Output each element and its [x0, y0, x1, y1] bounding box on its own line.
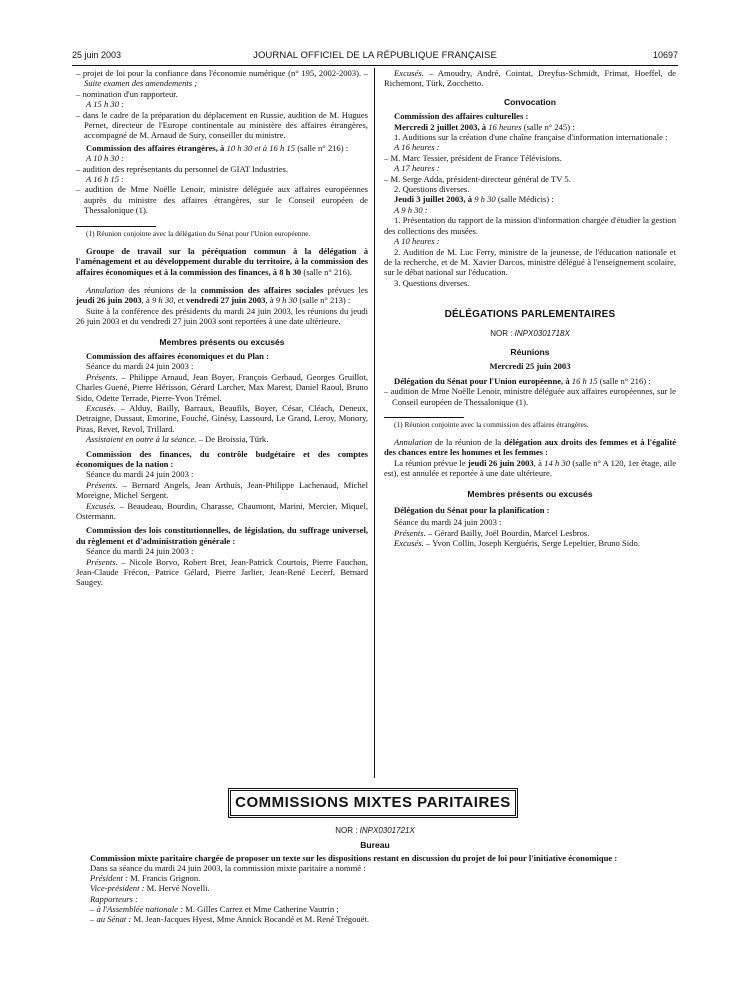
meeting-date: Mercredi 2 juillet 2003, à 16 heures (salle n° 245) : — [394, 121, 575, 132]
agenda-time: A 16 heures : — [394, 142, 440, 153]
column-divider — [374, 68, 375, 778]
working-group-heading: Groupe de travail sur la péréquation commun à la délégation à l'aménagement et au développement durable du territoire, à la commission des affaires économiques et à la commission des finances, à 8 h 30 (salle n° 216). — [76, 245, 368, 277]
present-list: Présents. – Nicole Borvo, Robert Bret, Jean-Patrick Courtois, Pierre Fauchon, Jean-Claude Frécon, Patrice Gélard, Pierre Jarlier, Jean-René Lecerf, Bernard Saugey. — [76, 556, 368, 588]
header-rule — [72, 65, 678, 66]
agenda-time: A 9 h 30 : — [394, 204, 428, 215]
section-heading-members: Membres présents ou excusés — [467, 488, 593, 499]
excused-list: Excusés. – Alduy, Bailly, Barraux, Beaufils, Boyer, César, Cléach, Deneux, Detraigne, Dussaut, Emorine, Fouché, Ginésy, Lassourd, Le Grand, Leroy, Monory, Piras, Revet, Revol, Trillard. — [76, 402, 368, 434]
cmp-heading: Commission mixte paritaire chargée de proposer un texte sur les dispositions restant en discussion du projet de loi pour l'initiative économique : — [90, 852, 618, 863]
left-column — [76, 68, 368, 588]
commission-heading: Commission des lois constitutionnelles, de législation, du suffrage universel, du règlement et d'administration générale : — [76, 525, 368, 546]
present-list: Présents. – Bernard Angels, Jean Arthuis, Jean-Philippe Lachenaud, Michel Moreigne, Michel Sergent. — [76, 479, 368, 501]
rapporteurs-label: Rapporteurs : — [90, 893, 138, 904]
agenda-time: A 17 heures : — [394, 163, 440, 174]
right-column — [384, 68, 676, 549]
section-heading-meetings: Réunions — [510, 346, 550, 357]
cancellation-notice: Annulation de la réunion de la délégation aux droits des femmes et à l'égalité des chances entre les hommes et les femmes : — [384, 436, 677, 458]
agenda-item: – M. Marc Tessier, président de France Télévisions. — [384, 152, 562, 163]
agenda-time: A 10 h 30 : — [86, 153, 125, 164]
session-date: Séance du mardi 24 juin 2003 : — [86, 469, 194, 480]
agenda-item: – dans le cadre de la préparation du déplacement en Russie, audition de M. Hugues Pernet, directeur de l'Europe continentale au ministère des affaires étrangères, accompagné de M. Arnaud de Sury, conseiller du ministre. — [76, 109, 368, 141]
section-heading-bureau: Bureau — [360, 840, 390, 851]
present-list: Présents. – Philippe Arnaud, Jean Boyer, François Gerbaud, Georges Gruillot, Charles Guené, Pierre Hérisson, Gérard Larcher, Max Marest, Daniel Raoul, Bruno Sido, Odette Terrade, Pierre-Yvon Trémel. — [76, 371, 368, 403]
cancellation-text: Suite à la conférence des présidents du mardi 24 juin 2003, les réunions du jeudi 26 juin 2003 et du vendredi 27 juin 2003 sont reportées à une date ultérieure. — [76, 305, 368, 327]
delegation-heading: Délégation du Sénat pour la planification : — [394, 505, 550, 515]
agenda-item: – M. Serge Adda, président-directeur général de TV 5. — [384, 173, 571, 184]
agenda-item: 3. Questions diverses. — [394, 277, 470, 288]
footnote: (1) Réunion conjointe avec la délégation du Sénat pour l'Union européenne. — [86, 228, 311, 238]
agenda-item: – projet de loi pour la confiance dans l'économie numérique (n° 195, 2002-2003). – Suite examen des amendements ; — [76, 68, 368, 89]
delegation-heading: Délégation du Sénat pour l'Union européenne, à 16 h 15 (salle n° 216) : — [394, 375, 651, 386]
header-date: 25 juin 2003 — [72, 50, 122, 60]
present-list: Présents. – Gérard Bailly, Joël Bourdin, Marcel Lesbros. — [394, 527, 590, 538]
cmp-title-box — [228, 788, 518, 818]
meeting-day: Mercredi 25 juin 2003 — [489, 361, 571, 372]
nor-reference: NOR : INPX0301721X — [335, 826, 415, 835]
agenda-time: A 15 h 30 : — [86, 99, 125, 110]
commission-heading: Commission des affaires économiques et du Plan : — [86, 350, 269, 361]
session-date: Séance du mardi 24 juin 2003 : — [86, 546, 194, 557]
agenda-time: A 16 h 15 : — [86, 174, 125, 185]
session-date: Séance du mardi 24 juin 2003 : — [86, 361, 194, 372]
section-heading-convocation: Convocation — [503, 96, 557, 107]
header-page-number: 10697 — [652, 50, 678, 60]
excused-list: Excusés. – Yvon Collin, Joseph Kerguéris, Serge Lepeltier, Bruno Sido. — [394, 538, 640, 549]
commission-heading: Commission des affaires culturelles : — [394, 111, 529, 122]
commission-heading: Commission des finances, du contrôle budgétaire et des comptes économiques de la nation : — [76, 448, 368, 469]
president-line: Président : M. Francis Grignon. — [90, 873, 201, 884]
nor-reference: NOR : INPX0301718X — [490, 328, 570, 338]
excused-list: Excusés. – Amoudry, André, Cointat, Dreyfus-Schmidt, Frimat, Hoeffel, de Richemont, Türk, Zocchetto. — [384, 68, 676, 89]
rapporteur-senat: – au Sénat : M. Jean-Jacques Hyest, Mme Annick Bocandé et M. René Trégouët. — [90, 914, 370, 925]
also-attending-list: Assistaient en outre à la séance. – De Broissia, Türk. — [86, 434, 269, 445]
agenda-item: 2. Audition de M. Luc Ferry, ministre de la jeunesse, de l'éducation nationale et de la recherche, et de M. Xavier Darcos, ministre délégué à l'enseignement scolaire, sur le débat national sur l'éducation. — [384, 246, 676, 278]
section-heading-members: Membres présents ou excusés — [159, 336, 285, 347]
cmp-text: Dans sa séance du mardi 24 juin 2003, la commission mixte paritaire a nommé : — [90, 862, 366, 873]
cmp-section — [80, 826, 670, 925]
agenda-item: 1. Auditions sur la création d'une chaîne française d'information internationale : — [394, 132, 668, 143]
page-header — [72, 50, 678, 64]
vice-president-line: Vice-président : M. Hervé Novelli. — [90, 883, 210, 894]
cancellation-text: La réunion prévue le jeudi 26 juin 2003, à 14 h 30 (salle n° A 120, 1er étage, aile est), est annulée et reportée à une date ultérieure. — [384, 457, 677, 479]
agenda-item: 2. Questions diverses. — [394, 184, 470, 195]
rapporteur-assemblee: – à l'Assemblée nationale : M. Gilles Carrez et Mme Catherine Vautrin ; — [90, 904, 339, 915]
agenda-item: – audition de Mme Noëlle Lenoir, ministre déléguée aux affaires européennes auprès du ministre des affaires étrangères, sur le Conseil européen de Thessalonique (1). — [76, 184, 368, 216]
excused-list: Excusés. – Beaudeau, Bourdin, Charasse, Chaumont, Marini, Mercier, Miquel, Ostermann. — [76, 500, 368, 522]
meeting-date: Jeudi 3 juillet 2003, à 9 h 30 (salle Médicis) : — [394, 194, 554, 205]
commission-heading: Commission des affaires étrangères, à 10 h 30 et à 16 h 15 (salle n° 216) : — [86, 142, 349, 153]
header-title: JOURNAL OFFICIEL DE LA RÉPUBLIQUE FRANÇAISE — [253, 50, 497, 61]
agenda-item: – audition de Mme Noëlle Lenoir, ministre déléguée aux affaires européennes, sur le Conseil européen de Thessalonique (1). — [384, 386, 676, 407]
agenda-item: – nomination d'un rapporteur. — [76, 88, 178, 99]
agenda-item: 1. Présentation du rapport de la mission d'information chargée d'étudier la gestion des collections des musées. — [384, 215, 676, 236]
cancellation-notice: Annulation des réunions de la commission des affaires sociales prévues les jeudi 26 juin 2003, à 9 h 30, et vendredi 27 juin 2003, à 9 h 30 (salle n° 213) : — [76, 284, 369, 306]
session-date: Séance du mardi 24 juin 2003 : — [394, 517, 502, 528]
section-heading-delegations: DÉLÉGATIONS PARLEMENTAIRES — [444, 309, 616, 321]
agenda-time: A 10 heures : — [394, 236, 440, 247]
footnote: (1) Réunion conjointe avec la commission des affaires étrangères. — [394, 419, 589, 429]
cmp-title: COMMISSIONS MIXTES PARITAIRES — [235, 794, 511, 811]
agenda-item: – audition des représentants du personnel de GIAT Industries. — [76, 163, 289, 174]
